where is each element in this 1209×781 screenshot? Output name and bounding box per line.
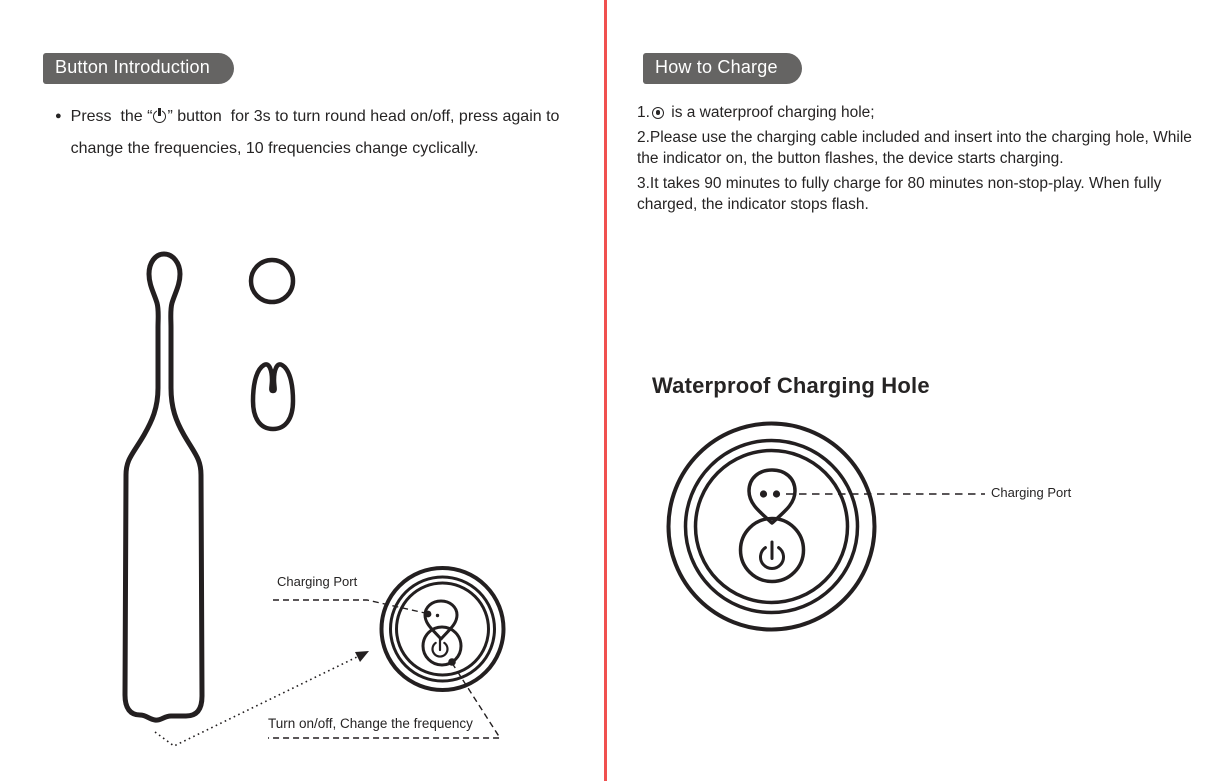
charging-step-2	[637, 127, 1199, 169]
round-head-attachment	[251, 260, 293, 302]
section-header-label: Button Introduction	[55, 57, 210, 77]
charging-port-dot	[760, 490, 767, 497]
charging-steps	[637, 102, 1199, 219]
flutter-head-attachment	[253, 364, 293, 429]
waterproof-charging-hole-heading: Waterproof Charging Hole	[652, 373, 930, 398]
instruction-text	[71, 101, 585, 165]
charging-step-3	[637, 173, 1199, 215]
base-middle-ring	[686, 441, 858, 613]
step-text: 2.Please use the charging cable included and insert into the charging hole, While the indicator on, the button flashes, the device starts charging.	[637, 129, 1192, 167]
pointer-arrowhead	[355, 651, 369, 662]
power-button-icon	[432, 640, 447, 657]
emblem-circle	[423, 627, 461, 665]
step-text: is a waterproof charging hole;	[666, 104, 875, 121]
power-button-dot	[448, 658, 456, 666]
emblem-drop	[749, 470, 795, 523]
base-outer-ring	[669, 424, 875, 630]
bullet-marker: ●	[55, 110, 62, 122]
charging-port-label-right: Charging Port	[991, 485, 1072, 500]
charging-hole-diagram	[660, 413, 1005, 648]
section-header-how-to-charge	[643, 53, 802, 84]
step-text: 3.It takes 90 minutes to fully charge for 80 minutes non-stop-play. When fully charged, the indicator stops flash.	[637, 175, 1162, 213]
charging-port-dot	[425, 611, 432, 618]
step-number: 1.	[637, 104, 650, 121]
pointer-arrow-line	[155, 655, 361, 746]
power-button-label: Turn on/off, Change the frequency	[268, 716, 473, 731]
charging-hole-icon	[652, 107, 664, 119]
column-divider	[604, 0, 607, 781]
charging-port-dot-small	[436, 614, 439, 617]
charging-step-1	[637, 102, 1199, 123]
section-header-button-introduction	[43, 53, 234, 84]
power-icon	[153, 110, 166, 123]
section-header-label: How to Charge	[655, 57, 778, 77]
base-inner-ring	[397, 583, 489, 675]
charging-port-label-left: Charging Port	[277, 574, 358, 589]
button-instruction	[55, 101, 585, 165]
power-button-icon	[761, 542, 784, 569]
instruction-text-before: Press the “	[70, 108, 153, 125]
instruction-text-after: ” button for 3s to turn round head on/off, press again to change the frequencies, 10 frequencies change cyclically.	[70, 108, 564, 157]
base-inner-ring	[696, 451, 848, 603]
charging-port-dot	[773, 490, 780, 497]
base-outer-ring	[382, 568, 504, 690]
